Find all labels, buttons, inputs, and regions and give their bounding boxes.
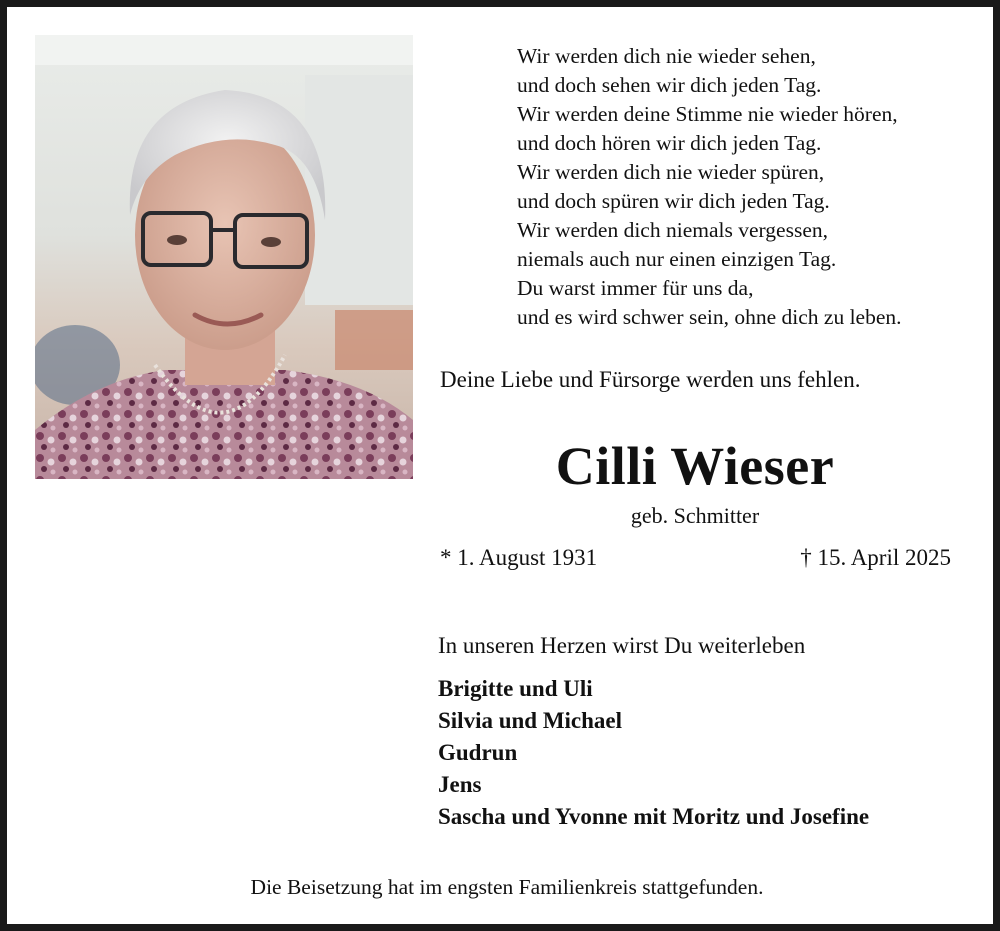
death-date: † 15. April 2025 — [800, 545, 951, 570]
birth-date: * 1. August 1931 — [440, 545, 598, 570]
poem-line: Wir werden dich nie wieder spüren, — [517, 160, 825, 184]
maiden-name: geb. Schmitter — [630, 503, 760, 528]
poem-line: und doch sehen wir dich jeden Tag. — [517, 73, 822, 97]
hearts-line: In unseren Herzen wirst Du weiterleben — [438, 633, 806, 658]
memorial-poem — [517, 42, 902, 332]
love-line: Deine Liebe und Fürsorge werden uns fehlen. — [440, 367, 861, 392]
family-member: Jens — [438, 772, 482, 797]
family-member: Sascha und Yvonne mit Moritz und Josefine — [438, 804, 870, 829]
deceased-name: Cilli Wieser — [555, 436, 835, 496]
poem-line: Wir werden dich niemals vergessen, — [517, 218, 828, 242]
poem-line: Du warst immer für uns da, — [517, 276, 754, 300]
poem-line: und doch hören wir dich jeden Tag. — [517, 131, 822, 155]
family-member: Gudrun — [438, 740, 518, 765]
poem-line: und doch spüren wir dich jeden Tag. — [517, 189, 830, 213]
family-list — [438, 673, 869, 833]
poem-line: niemals auch nur einen einzigen Tag. — [517, 247, 837, 271]
poem-line: Wir werden dich nie wieder sehen, — [517, 44, 816, 68]
poem-line: und es wird schwer sein, ohne dich zu leben. — [517, 305, 902, 329]
poem-line: Wir werden deine Stimme nie wieder hören, — [517, 102, 898, 126]
family-member: Brigitte und Uli — [438, 676, 593, 701]
family-member: Silvia und Michael — [438, 708, 623, 733]
burial-note: Die Beisetzung hat im engsten Familienkreis stattgefunden. — [250, 875, 764, 899]
portrait-photo — [35, 35, 413, 479]
